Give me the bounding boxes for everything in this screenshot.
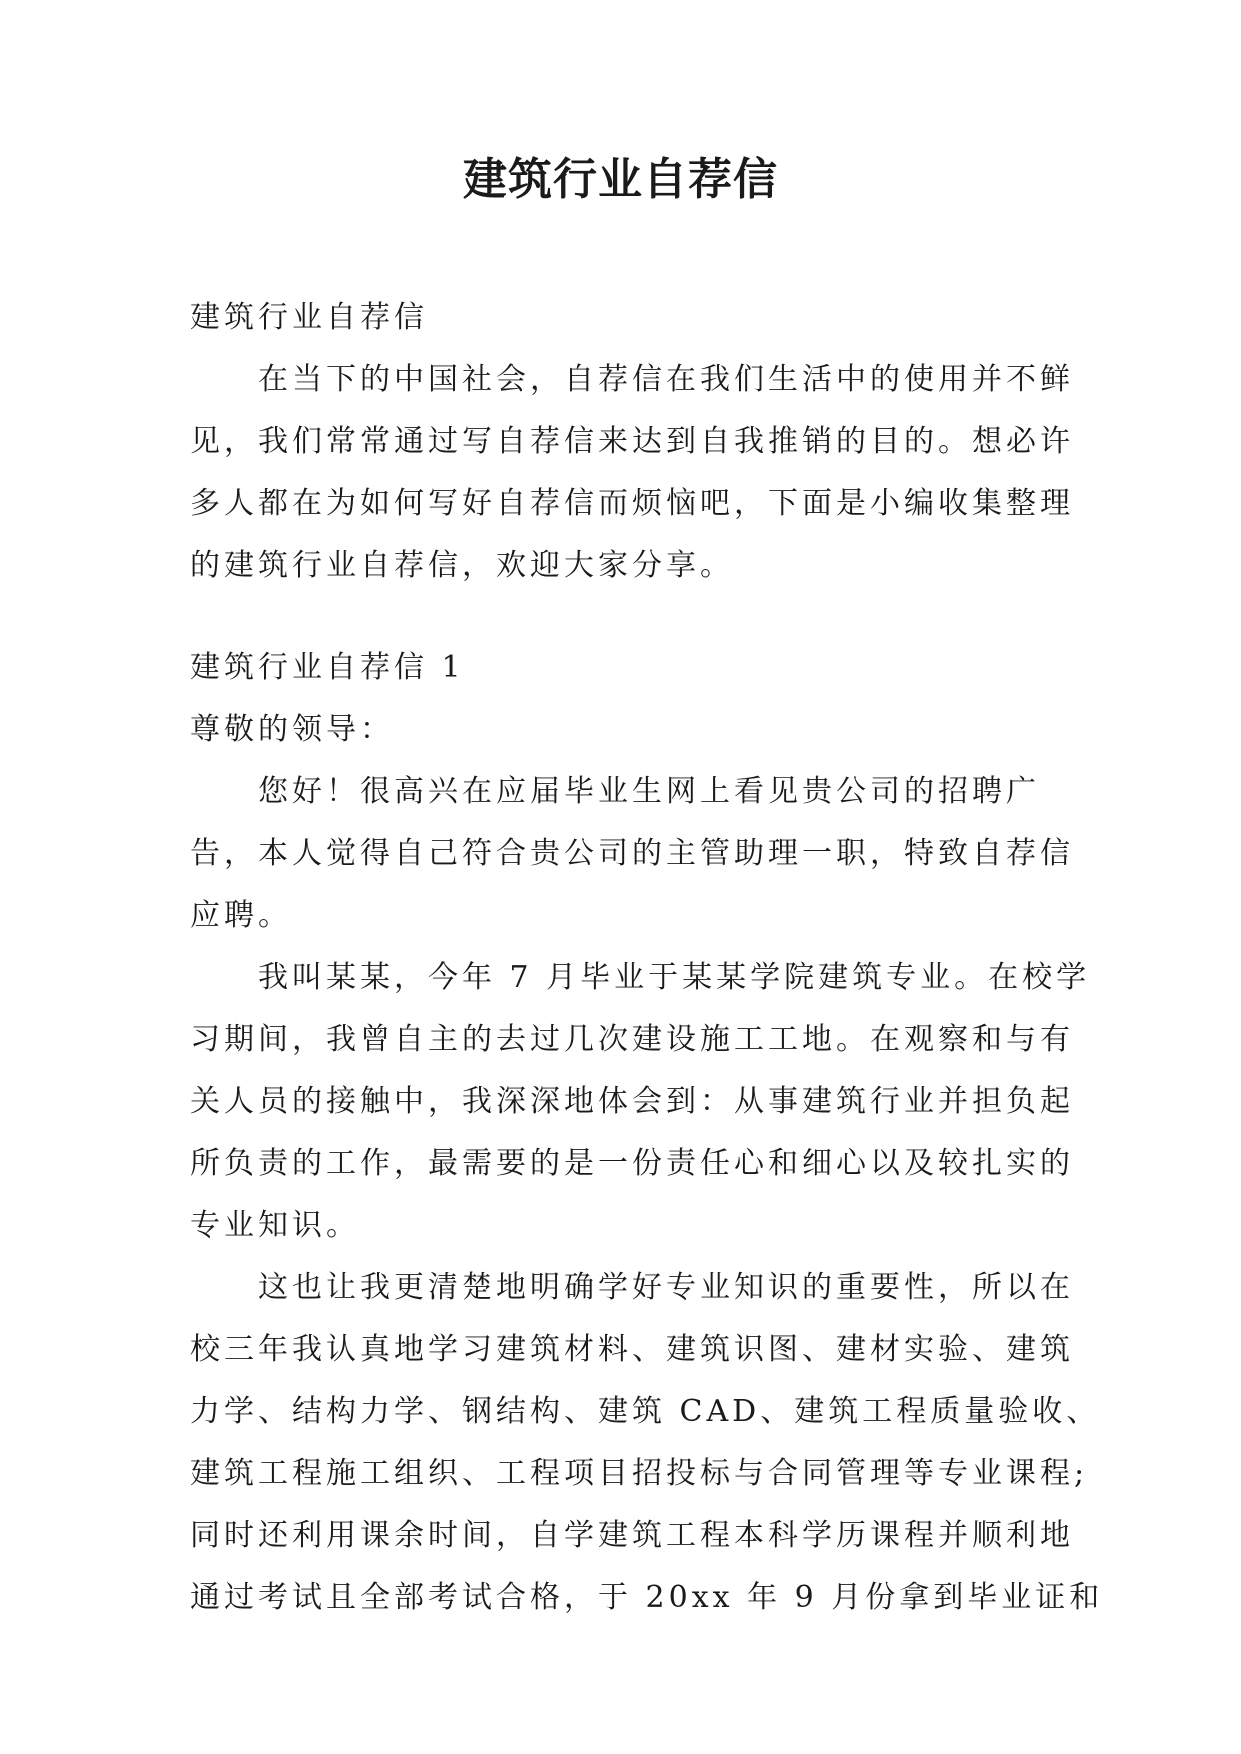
intro-line: 在当下的中国社会，自荐信在我们生活中的使用并不鲜 [258, 362, 1074, 397]
paragraph-line: 力学、结构力学、钢结构、建筑 CAD、建筑工程质量验收、 [190, 1394, 1101, 1429]
paragraph-line: 专业知识。 [190, 1208, 360, 1243]
paragraph-line: 同时还利用课余时间，自学建筑工程本科学历课程并顺利地 [190, 1518, 1074, 1553]
paragraph-line: 校三年我认真地学习建筑材料、建筑识图、建材实验、建筑 [190, 1332, 1074, 1367]
intro-line: 见，我们常常通过写自荐信来达到自我推销的目的。想必许 [190, 424, 1074, 459]
paragraph-line: 这也让我更清楚地明确学好专业知识的重要性，所以在 [258, 1270, 1074, 1305]
paragraph-line: 告，本人觉得自己符合贵公司的主管助理一职，特致自荐信 [190, 836, 1074, 871]
paragraph-line: 我叫某某，今年 7 月毕业于某某学院建筑专业。在校学 [258, 960, 1091, 995]
section-heading: 建筑行业自荐信 1 [190, 650, 465, 685]
paragraph-line: 应聘。 [190, 898, 292, 933]
intro-line: 多人都在为如何写好自荐信而烦恼吧，下面是小编收集整理 [190, 486, 1074, 521]
salutation: 尊敬的领导： [190, 712, 394, 747]
paragraph-line: 关人员的接触中，我深深地体会到：从事建筑行业并担负起 [190, 1084, 1074, 1119]
paragraph-line: 建筑工程施工组织、工程项目招投标与合同管理等专业课程; [190, 1456, 1089, 1491]
document-title: 建筑行业自荐信 [463, 154, 778, 205]
subtitle-line: 建筑行业自荐信 [190, 300, 428, 335]
section-gap [190, 597, 1058, 637]
paragraph-line: 所负责的工作，最需要的是一份责任心和细心以及较扎实的 [190, 1146, 1074, 1181]
paragraph-line: 您好！很高兴在应届毕业生网上看见贵公司的招聘广 [258, 774, 1040, 809]
paragraph-line: 通过考试且全部考试合格，于 20xx 年 9 月份拿到毕业证和 [190, 1580, 1104, 1615]
intro-line: 的建筑行业自荐信，欢迎大家分享。 [190, 548, 734, 583]
document-body [190, 287, 1104, 1629]
paragraph-line: 习期间，我曾自主的去过几次建设施工工地。在观察和与有 [190, 1022, 1074, 1057]
